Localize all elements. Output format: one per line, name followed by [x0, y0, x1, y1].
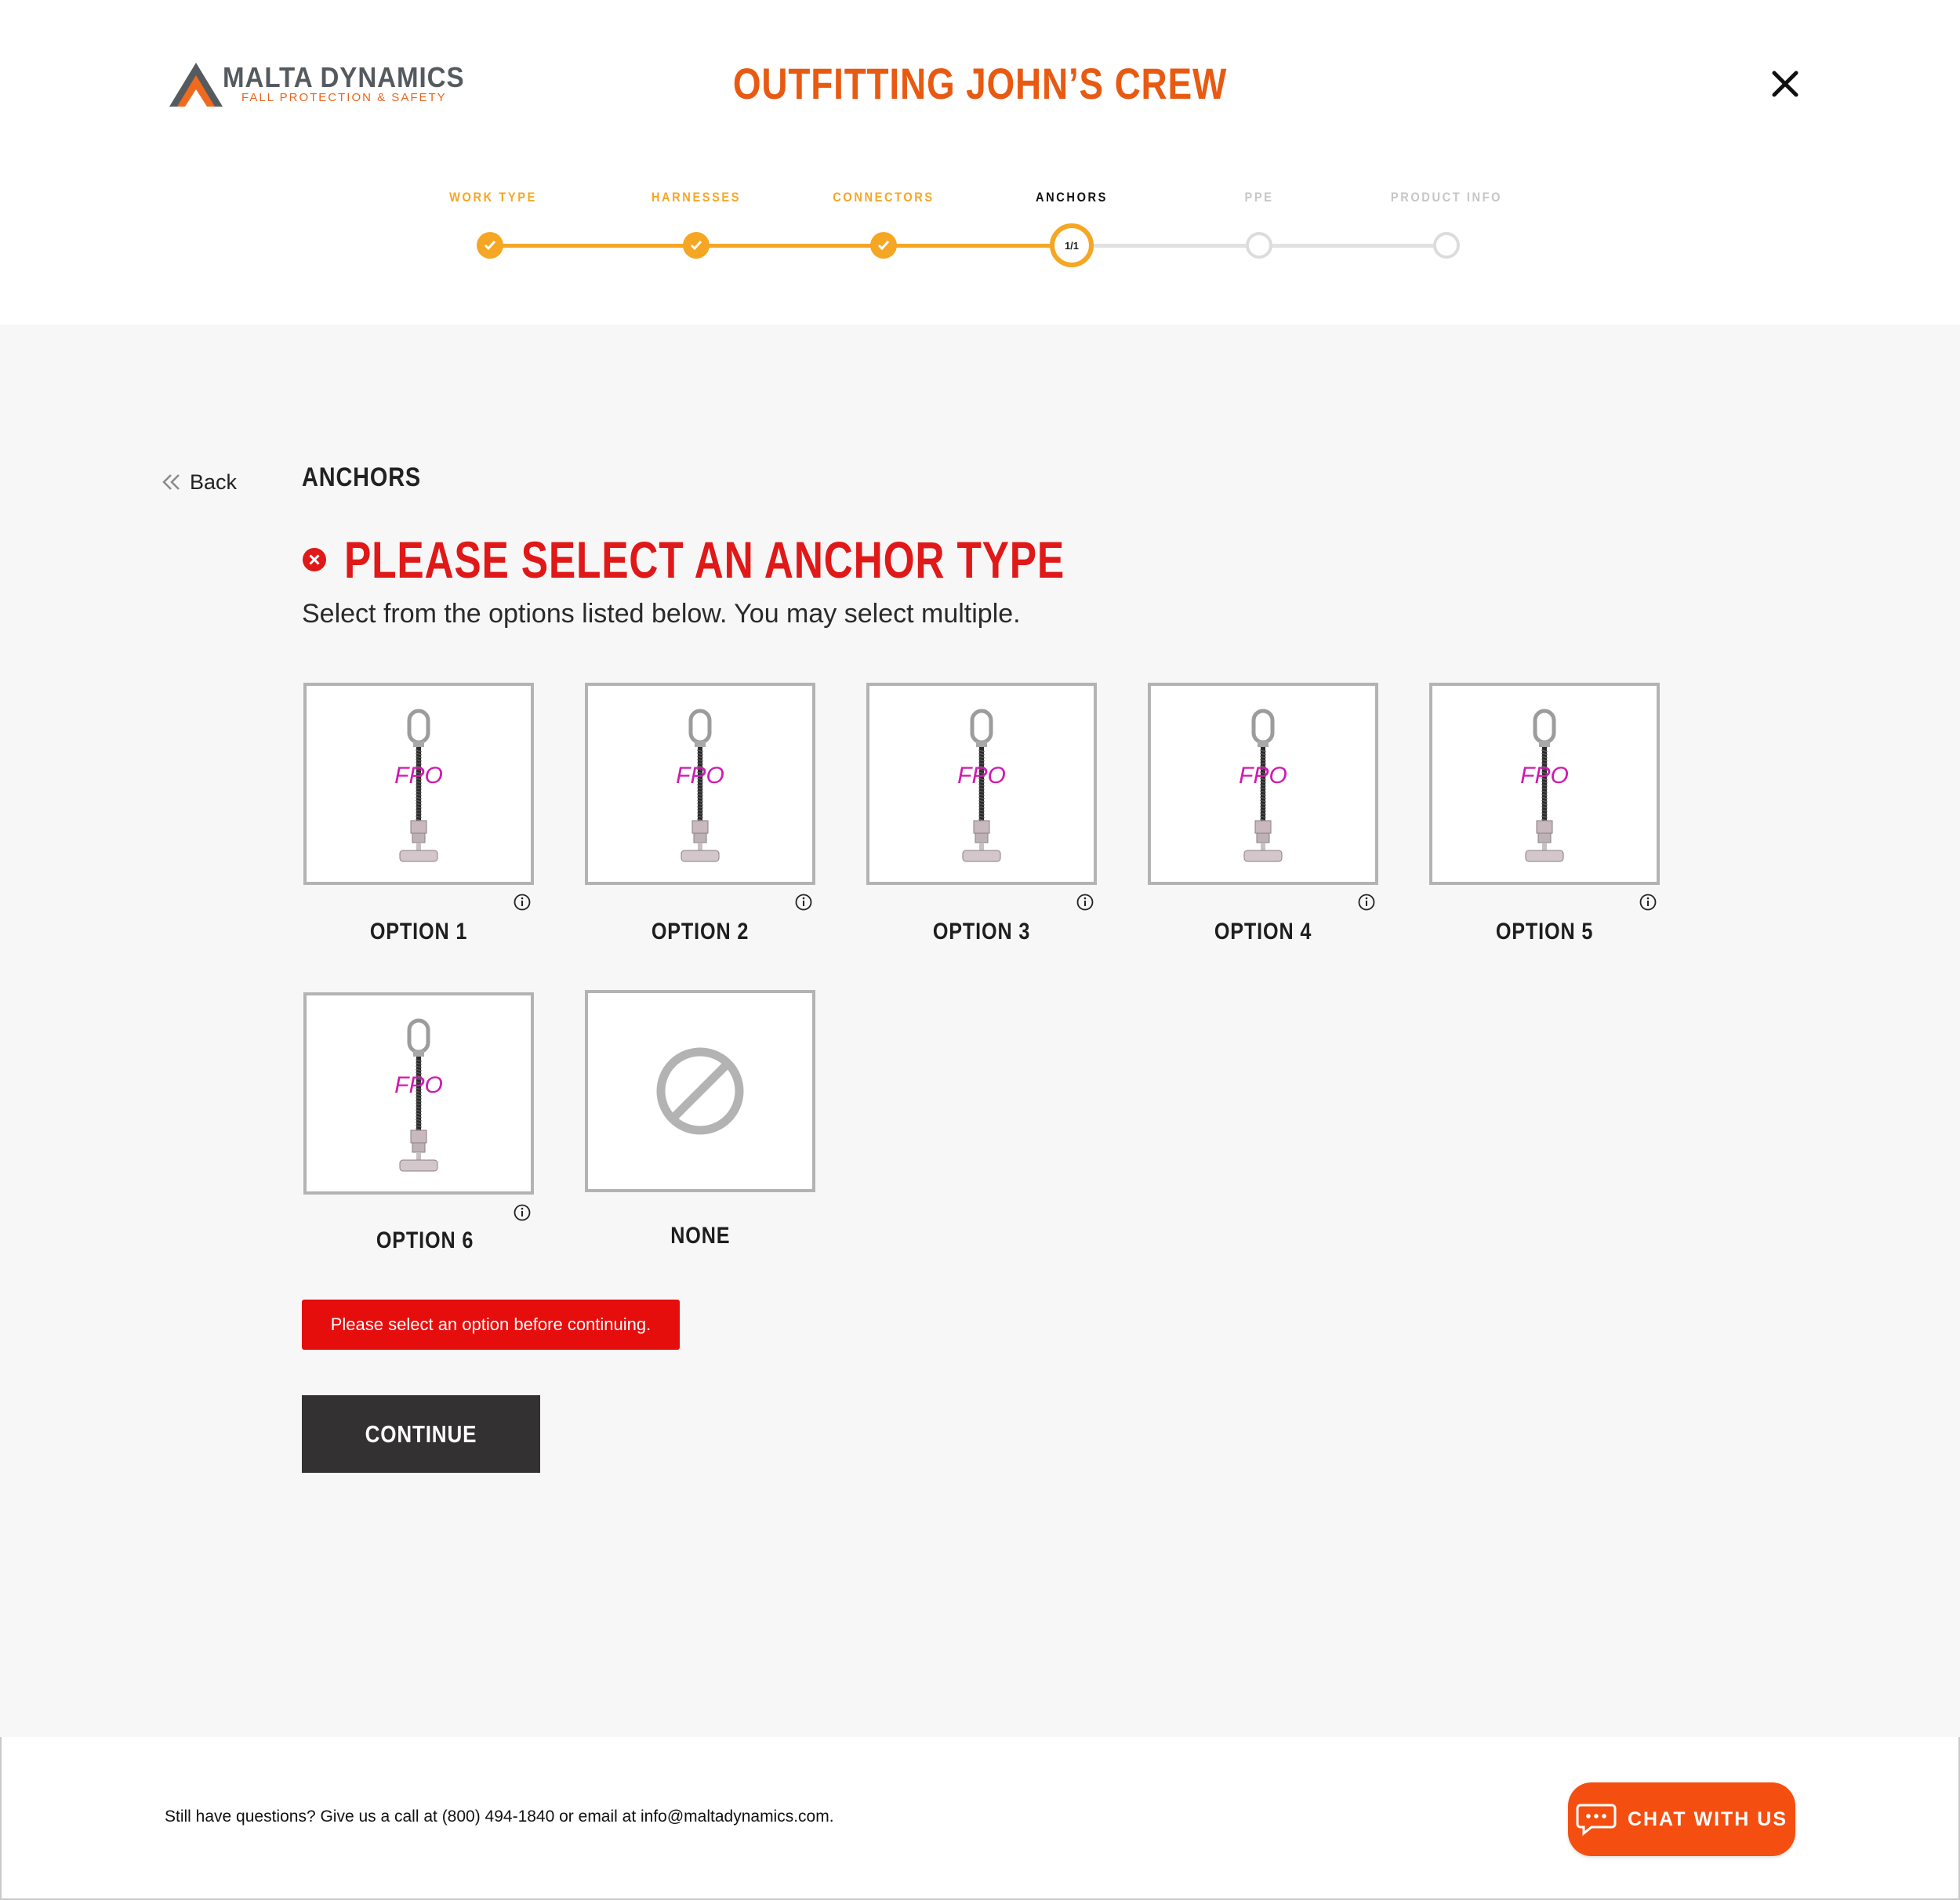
step-label-ppe: PPE	[1244, 190, 1274, 205]
step-work-type-complete[interactable]	[477, 232, 503, 259]
error-x-circle-icon	[302, 547, 327, 572]
option-label-2: OPTION 2	[651, 919, 750, 945]
option-card-3[interactable]	[866, 683, 1097, 885]
instructions-text: Select from the options listed below. You may select multiple.	[302, 599, 1021, 629]
close-icon[interactable]	[1767, 66, 1803, 102]
chat-with-us-button[interactable]	[1568, 1782, 1795, 1856]
continue-button[interactable]: CONTINUE	[302, 1395, 540, 1473]
page-title: OUTFITTING JOHN’S CREW	[732, 59, 1228, 108]
step-counter: 1/1	[1064, 239, 1080, 252]
logo-name: MALTA DYNAMICS	[223, 61, 465, 93]
fpo-placeholder-text: FPO	[394, 1072, 443, 1098]
error-heading-text: PLEASE SELECT AN ANCHOR TYPE	[344, 531, 1065, 589]
checkmark-icon	[482, 238, 498, 253]
step-anchors-current[interactable]	[1050, 223, 1094, 267]
double-chevron-left-icon	[162, 473, 182, 491]
option-label-5: OPTION 5	[1495, 919, 1594, 945]
option-card-5[interactable]	[1429, 683, 1660, 885]
no-entry-icon	[655, 1046, 745, 1136]
fpo-placeholder-text: FPO	[676, 763, 724, 789]
step-label-connectors: CONNECTORS	[833, 190, 935, 205]
footer-contact-text: Still have questions? Give us a call at (800) 494-1840 or email at info@maltadynamics.com.	[165, 1808, 834, 1826]
info-icon[interactable]	[795, 894, 812, 911]
info-icon[interactable]	[514, 894, 531, 911]
step-ppe-upcoming[interactable]	[1246, 232, 1272, 259]
header	[0, 0, 1960, 325]
step-label-harnesses: HARNESSES	[651, 190, 742, 205]
fpo-placeholder-text: FPO	[1239, 763, 1287, 789]
info-icon[interactable]	[1076, 894, 1094, 911]
checkmark-icon	[688, 238, 704, 253]
error-heading	[302, 530, 1268, 589]
step-harnesses-complete[interactable]	[683, 232, 710, 259]
fpo-placeholder-text: FPO	[394, 763, 443, 789]
info-icon[interactable]	[1639, 894, 1657, 911]
stepper-line-complete	[490, 244, 1072, 248]
step-label-work-type: WORK TYPE	[449, 190, 537, 205]
option-label-1: OPTION 1	[369, 919, 468, 945]
fpo-placeholder-text: FPO	[957, 763, 1006, 789]
chat-label: CHAT WITH US	[1627, 1808, 1788, 1830]
logo-tagline: FALL PROTECTION & SAFETY	[241, 91, 447, 104]
back-link[interactable]	[162, 469, 237, 495]
option-label-none: NONE	[670, 1223, 731, 1249]
section-title: ANCHORS	[302, 462, 422, 492]
option-card-1[interactable]	[303, 683, 534, 885]
step-product-info-upcoming[interactable]	[1433, 232, 1460, 259]
option-card-6[interactable]	[303, 992, 534, 1195]
option-label-3: OPTION 3	[932, 919, 1031, 945]
info-icon[interactable]	[1358, 894, 1375, 911]
back-label: Back	[190, 470, 238, 494]
validation-alert: Please select an option before continuing.	[302, 1300, 680, 1350]
step-connectors-complete[interactable]	[870, 232, 897, 259]
option-label-6: OPTION 6	[376, 1227, 474, 1253]
step-label-product-info: PRODUCT INFO	[1390, 190, 1503, 205]
option-card-2[interactable]	[585, 683, 815, 885]
option-label-4: OPTION 4	[1214, 919, 1312, 945]
chat-bubble-icon	[1576, 1802, 1617, 1837]
checkmark-icon	[876, 238, 891, 253]
step-label-anchors: ANCHORS	[1036, 190, 1108, 205]
option-card-none[interactable]	[585, 990, 815, 1192]
option-card-4[interactable]	[1148, 683, 1378, 885]
fpo-placeholder-text: FPO	[1520, 763, 1569, 789]
info-icon[interactable]	[514, 1204, 531, 1221]
